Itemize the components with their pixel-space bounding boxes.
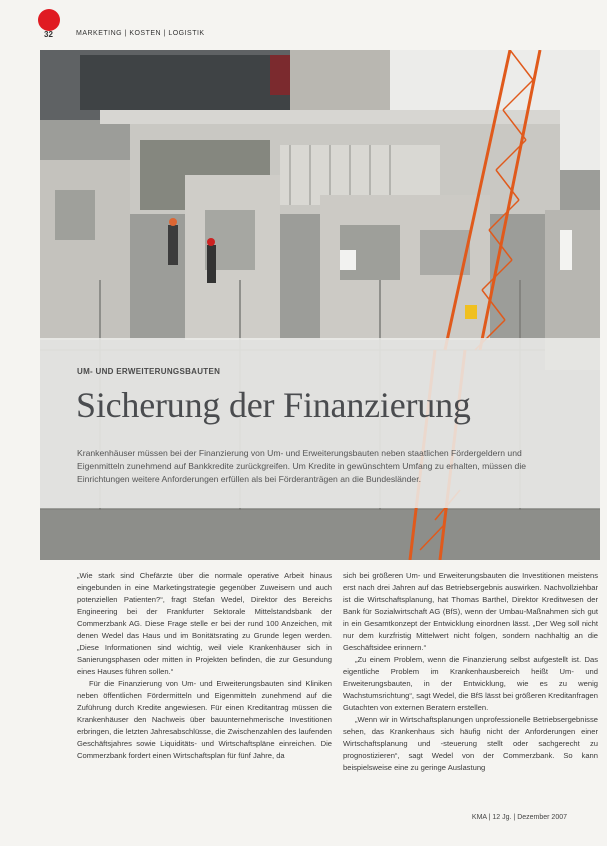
body-paragraph: „Wie stark sind Chefärzte über die normale operative Arbeit hinaus eingebunden in eine Marketingstrategie gegenüber Zuweisern und auch potenziellen Patienten?“, fragt Stefan Wedel, Direktor des Bereichs Engineering bei der Frankfurter Sektorale Mittelstandsbank der Commerzbank AG. Diese Frage stelle er bei der rund 100 Anzeichen, mit denen Wedel das Haus und im Bonitätsrating zu Grunde legen werden. „Diese Informationen sind wichtig, weil viele Krankenhäuser sich in Sanierungsphasen oder mitten in Projekten befinden, die zur Gesundung eines Hauses führen sollen.“ [77, 571, 332, 676]
body-paragraph: „Wenn wir in Wirtschaftsplanungen unprofessionelle Betriebsergebnisse sehen, das Krankenhaus sich häufig nicht der Anforderungen einer Wirtschaftsplanung und -steuerung stellt oder sachgerecht zu prognostizieren“, sagt Wedel von der Commerzbank. So kann beispielsweise eine zu geringe Auslastung [343, 715, 598, 772]
article-title: Sicherung der Finanzierung [76, 385, 471, 425]
article-kicker: UM- UND ERWEITERUNGSBAUTEN [77, 367, 221, 376]
article-lead: Krankenhäuser müssen bei der Finanzierung von Um- und Erweiterungsbauten neben staatlichen Fördergeldern und Eigenmitteln zunehmend auf Bankkredite zurückgreifen. Um Kredite in gewünschtem Umfang zu erhalten, müssen die Einrichtungen weitere Anforderungen erfüllen als bei Förderanträgen an die Bundesländer. [77, 448, 527, 484]
article-column-left [77, 570, 332, 762]
page-number: 32 [44, 30, 53, 39]
page-footer: KMA | 12 Jg. | Dezember 2007 [471, 814, 567, 821]
body-paragraph: „Zu einem Problem, wenn die Finanzierung selbst aufgestellt ist. Das eigentliche Problem im Krankenhausbereich heißt Um- und Erweiterungsbauten, in der Entwicklung, wie es zu wenig Wachstumsrichtung“, sagt Wedel, die BfS lässt bei größeren Kreditanfragen Gutachten von externen Beratern erstellen. [343, 655, 598, 712]
red-marker-dot [38, 9, 60, 31]
article-column-right [343, 570, 598, 774]
body-paragraph: Für die Finanzierung von Um- und Erweiterungsbauten sind Kliniken neben öffentlichen Fördermitteln und Eigenmitteln zunehmend auf die Zuführung durch Kredite angewiesen. Für einen Kreditantrag müssen die Krankenhäuser den Nachweis über bauunternehmerische Investitionen erbringen, die letzten Jahresabschlüsse, die Zwischenzahlen des laufenden Geschäftsjahres sowie Liquiditäts- und Wirtschaftspläne einreichen. Die Commerzbank fordert einen Wirtschaftsplan für fünf Jahre, da [77, 679, 332, 760]
section-header: MARKETING | KOSTEN | LOGISTIK [76, 30, 205, 37]
body-paragraph: sich bei größeren Um- und Erweiterungsbauten die Investitionen meistens erst nach drei Jahren auf das Betriebsergebnis auswirken. Nachvollziehbar ist die Wirtschaftsplanung, hat Thomas Barthel, Direktor Kreditwesen der Bank für Sozialwirtschaft AG (BfS), wenn der Umbau-Maßnahmen sich gut in ein Gesamtkonzept der Entwicklung einordnen lässt. „Der Weg soll nicht nur dem kurzfristig Mittelwert nicht folgen, sondern nachhaltig an die Geschäftsidee erinnern.“ [343, 571, 598, 652]
